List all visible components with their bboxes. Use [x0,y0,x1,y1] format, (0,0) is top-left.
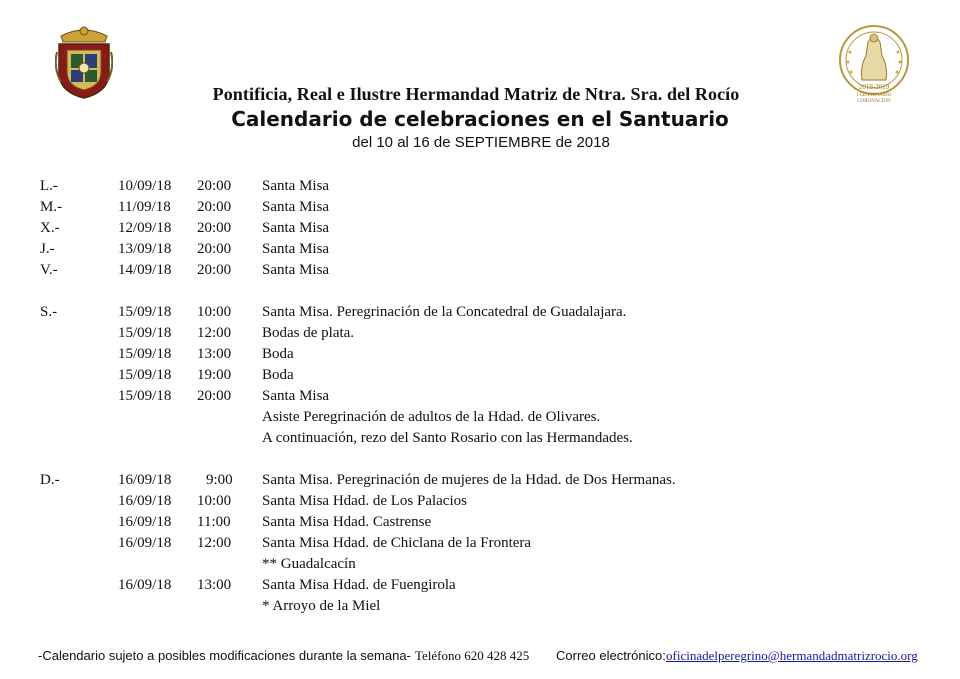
event-description: Santa Misa [262,262,330,278]
event-description: Santa Misa Hdad. Castrense [262,514,432,530]
time-cell: 13:00 [197,577,232,593]
time-cell: 19:00 [197,367,232,383]
day-label: M.- [40,199,63,215]
date-cell: 15/09/18 [118,325,172,341]
event-note: * Arroyo de la Miel [262,598,381,614]
time-cell: 9:00 [206,472,233,488]
event-description: Boda [262,346,294,362]
time-cell: 10:00 [197,304,232,320]
day-label: S.- [40,304,58,320]
date-cell: 16/09/18 [118,577,172,593]
phone-number: Teléfono 620 428 425 [415,648,530,663]
date-cell: 12/09/18 [118,220,172,236]
organization-name: Pontificia, Real e Ilustre Hermandad Matriz de Ntra. Sra. del Rocío [212,84,740,104]
disclaimer-note: -Calendario sujeto a posibles modificaciones durante la semana- [38,648,411,663]
date-cell: 16/09/18 [118,472,172,488]
date-cell: 15/09/18 [118,346,172,362]
time-cell: 20:00 [197,262,232,278]
hermandad-coat-of-arms-logo [55,22,113,100]
date-cell: 16/09/18 [118,514,172,530]
date-range-subtitle: del 10 al 16 de SEPTIEMBRE de 2018 [352,134,610,151]
event-description: Santa Misa [262,178,330,194]
seal-years-text: 2018-2019 [858,83,890,91]
event-note: A continuación, rezo del Santo Rosario con las Hermandades. [262,430,633,446]
date-cell: 11/09/18 [118,199,171,215]
time-cell: 20:00 [197,178,232,194]
date-cell: 15/09/18 [118,304,172,320]
date-cell: 16/09/18 [118,535,172,551]
day-label: V.- [40,262,58,278]
time-cell: 20:00 [197,241,232,257]
event-description: Boda [262,367,294,383]
time-cell: 20:00 [197,199,232,215]
event-description: Santa Misa. Peregrinación de mujeres de la Hdad. de Dos Hermanas. [262,472,676,488]
time-cell: 12:00 [197,325,232,341]
event-description: Santa Misa Hdad. de Fuengirola [262,577,456,593]
day-label: J.- [40,241,55,257]
seal-caption-text-2: CORONACION [857,99,891,104]
event-note: ** Guadalcacín [262,556,356,572]
date-cell: 14/09/18 [118,262,172,278]
time-cell: 10:00 [197,493,232,509]
centenary-coronation-seal-logo [836,22,912,104]
date-cell: 10/09/18 [118,178,172,194]
day-label: X.- [40,220,60,236]
event-description: Bodas de plata. [262,325,355,341]
event-description: Santa Misa [262,199,330,215]
event-description: Santa Misa. Peregrinación de la Concatedral de Guadalajara. [262,304,627,320]
event-description: Santa Misa Hdad. de Chiclana de la Frontera [262,535,532,551]
email-label: Correo electrónico: [556,648,666,663]
time-cell: 13:00 [197,346,232,362]
time-cell: 11:00 [197,514,231,530]
time-cell: 20:00 [197,388,232,404]
time-cell: 20:00 [197,220,232,236]
event-description: Santa Misa Hdad. de Los Palacios [262,493,467,509]
date-cell: 15/09/18 [118,388,172,404]
event-description: Santa Misa [262,388,330,404]
seal-caption-text-1: I CENTENARIO [856,93,892,98]
page-title: Calendario de celebraciones en el Santuario [231,107,729,131]
email-link[interactable]: oficinadelperegrino@hermandadmatrizrocio.org [666,648,918,663]
date-cell: 15/09/18 [118,367,172,383]
event-description: Santa Misa [262,220,330,236]
day-label: L.- [40,178,58,194]
time-cell: 12:00 [197,535,232,551]
day-label: D.- [40,472,60,488]
event-note: Asiste Peregrinación de adultos de la Hdad. de Olivares. [262,409,601,425]
date-cell: 16/09/18 [118,493,172,509]
event-description: Santa Misa [262,241,330,257]
date-cell: 13/09/18 [118,241,172,257]
